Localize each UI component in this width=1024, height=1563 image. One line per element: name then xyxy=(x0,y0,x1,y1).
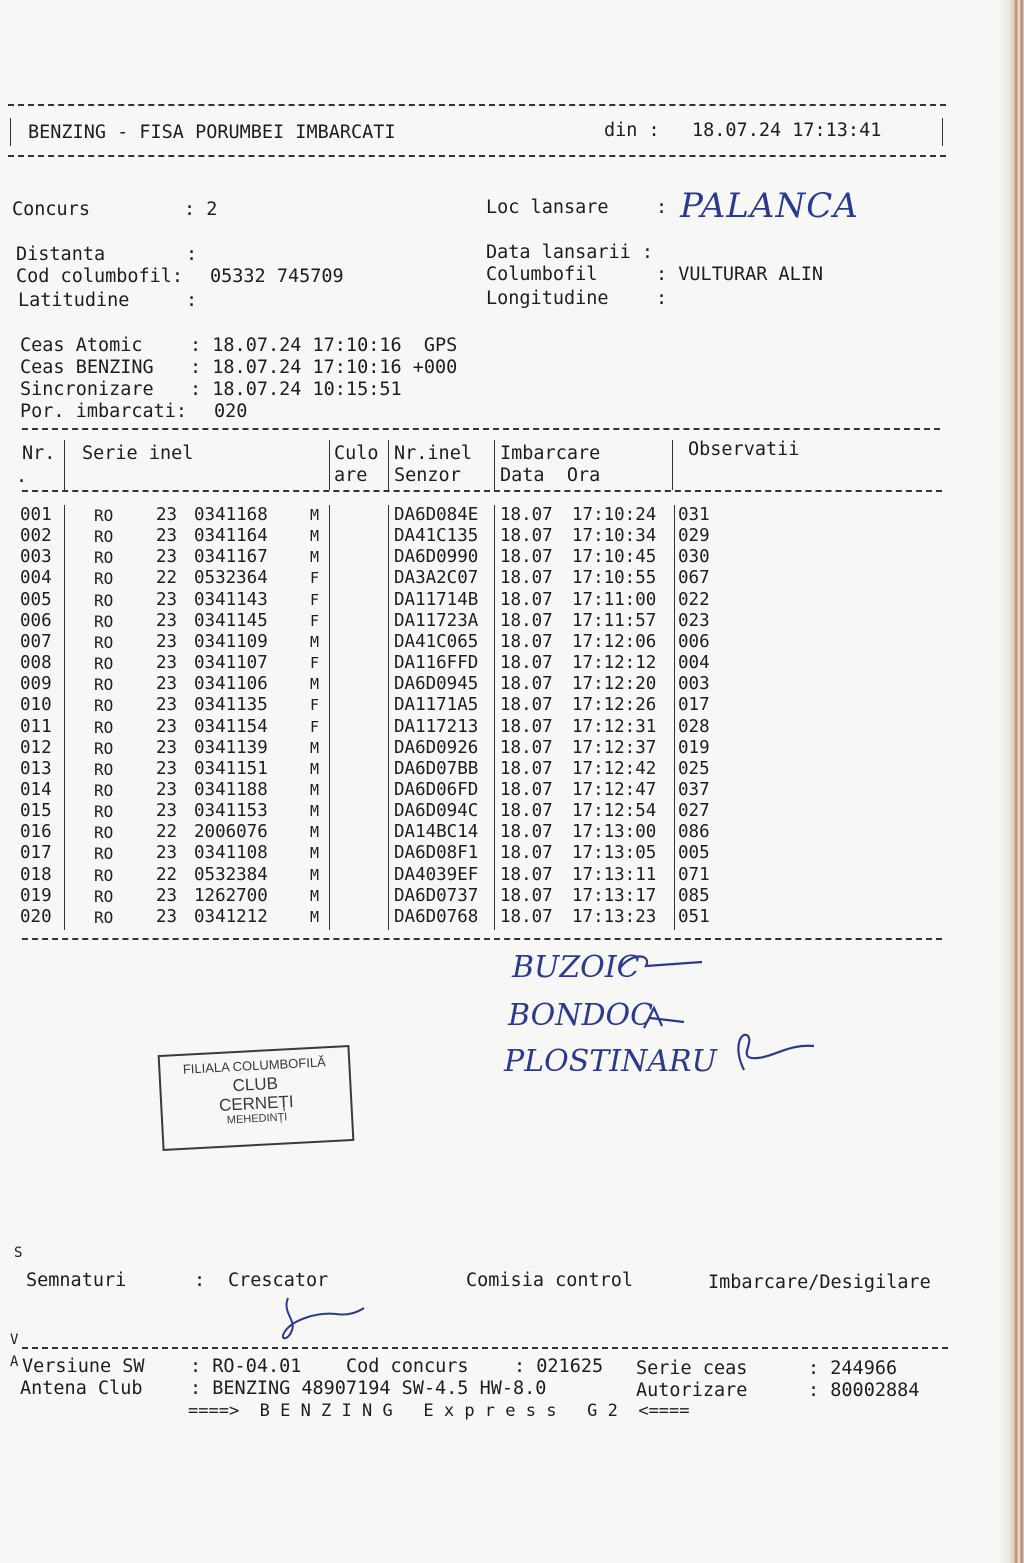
cell-sex: F xyxy=(310,696,320,715)
cell-sex: M xyxy=(310,886,320,905)
cell-country: RO xyxy=(94,802,114,822)
cell-observatii: 071 xyxy=(678,864,710,885)
crescator-signature xyxy=(276,1290,372,1346)
cell-nr: 005 xyxy=(20,589,52,610)
cell-country: RO xyxy=(94,823,114,843)
club-stamp xyxy=(158,1045,355,1151)
cell-ring: 0532364 xyxy=(194,568,268,589)
cell-year: 22 xyxy=(156,568,178,589)
cell-time: 17:11:00 xyxy=(572,589,657,610)
col-divider-4-header xyxy=(494,440,495,490)
columbofil-value: : VULTURAR ALIN xyxy=(656,264,824,285)
cell-nr: 006 xyxy=(20,610,52,631)
cell-nr: 011 xyxy=(20,716,52,737)
antena-club-label: Antena Club xyxy=(20,1378,143,1399)
cell-time: 17:12:31 xyxy=(572,716,657,737)
cell-sex: M xyxy=(310,675,320,694)
cell-observatii: 025 xyxy=(678,758,710,779)
cell-date: 18.07 xyxy=(500,610,553,631)
cell-date: 18.07 xyxy=(500,885,553,906)
cell-country: RO xyxy=(94,590,114,610)
cell-sex: M xyxy=(310,759,320,778)
cell-observatii: 019 xyxy=(678,737,710,758)
ceas-benzing-label: Ceas BENZING xyxy=(20,357,154,378)
cell-sex: F xyxy=(310,590,320,609)
cell-ring: 2006076 xyxy=(194,822,268,843)
latitudine-label: Latitudine xyxy=(18,290,130,311)
cell-sensor: DA3A2C07 xyxy=(394,568,479,589)
cell-sex: F xyxy=(310,569,320,588)
cell-date: 18.07 xyxy=(500,906,553,927)
ceas-atomic-label: Ceas Atomic xyxy=(20,335,143,356)
cell-sensor: DA6D084E xyxy=(394,505,479,525)
table-row xyxy=(20,759,740,780)
cell-observatii: 006 xyxy=(678,631,710,652)
stamp-line-2: CLUB xyxy=(232,1073,279,1096)
cell-date: 18.07 xyxy=(500,737,553,758)
latitudine-colon: : xyxy=(186,290,198,311)
cell-country: RO xyxy=(94,696,114,716)
cell-year: 23 xyxy=(156,843,178,864)
cell-sensor: DA6D08F1 xyxy=(394,843,479,864)
cell-observatii: 004 xyxy=(678,653,710,674)
cod-columbofil-label: Cod columbofil: xyxy=(16,266,184,287)
cell-observatii: 086 xyxy=(678,822,710,843)
cell-country: RO xyxy=(94,506,114,525)
handwritten-name-3: PLOSTINARU xyxy=(504,1044,717,1079)
cell-nr: 002 xyxy=(20,526,52,547)
header-bottom-border xyxy=(8,155,946,157)
cell-time: 17:12:42 xyxy=(572,758,657,779)
cell-year: 23 xyxy=(156,758,178,779)
stamp-line-1: FILIALA COLUMBOFILĂ xyxy=(182,1054,327,1077)
table-row xyxy=(20,547,740,568)
cell-time: 17:12:37 xyxy=(572,737,657,758)
cell-date: 18.07 xyxy=(500,568,553,589)
cell-country: RO xyxy=(94,548,114,568)
loc-lansare-handwritten: PALANCA xyxy=(680,186,859,226)
cell-nr: 016 xyxy=(20,822,52,843)
cell-date: 18.07 xyxy=(500,758,553,779)
cell-observatii: 029 xyxy=(678,526,710,547)
cell-year: 23 xyxy=(156,674,178,695)
cell-sex: F xyxy=(310,717,320,736)
header-right-border xyxy=(942,118,943,146)
cell-time: 17:12:54 xyxy=(572,801,657,822)
table-row xyxy=(20,865,740,886)
cell-year: 23 xyxy=(156,801,178,822)
cell-country: RO xyxy=(94,886,114,906)
cell-nr: 007 xyxy=(20,631,52,652)
cell-date: 18.07 xyxy=(500,631,553,652)
cell-date: 18.07 xyxy=(500,864,553,885)
cell-date: 18.07 xyxy=(500,547,553,568)
initials-mark-2 xyxy=(640,1004,700,1034)
table-row xyxy=(20,632,740,653)
cell-nr: 001 xyxy=(20,505,52,525)
cell-ring: 0341135 xyxy=(194,695,268,716)
cell-sex: F xyxy=(310,611,320,630)
cod-concurs-label: Cod concurs xyxy=(346,1356,469,1377)
cell-time: 17:12:26 xyxy=(572,695,657,716)
table-row xyxy=(20,886,740,907)
table-row xyxy=(20,526,740,547)
margin-mark-a: A xyxy=(10,1354,19,1370)
cell-ring: 0341212 xyxy=(194,906,268,927)
cell-time: 17:12:47 xyxy=(572,779,657,800)
cell-year: 23 xyxy=(156,906,178,927)
cell-ring: 0341168 xyxy=(194,505,268,525)
cell-year: 23 xyxy=(156,779,178,800)
col-header-nr-dot: . xyxy=(16,466,28,487)
cell-ring: 0341154 xyxy=(194,716,268,737)
loc-lansare-colon: : xyxy=(656,197,668,218)
cell-sex: M xyxy=(310,823,320,842)
cell-year: 23 xyxy=(156,695,178,716)
cell-ring: 0341108 xyxy=(194,843,268,864)
cell-observatii: 085 xyxy=(678,885,710,906)
cell-ring: 0341167 xyxy=(194,547,268,568)
antena-club-value: : BENZING 48907194 SW-4.5 HW-8.0 xyxy=(190,1378,547,1399)
cell-country: RO xyxy=(94,759,114,779)
cell-date: 18.07 xyxy=(500,653,553,674)
cell-observatii: 028 xyxy=(678,716,710,737)
cell-sensor: DA11723A xyxy=(394,610,479,631)
stamp-line-4: MEHEDINȚI xyxy=(226,1111,288,1127)
table-row xyxy=(20,568,740,589)
col-header-data-ora: Data Ora xyxy=(500,465,601,486)
ceas-benzing-value: : 18.07.24 17:10:16 +000 xyxy=(190,357,458,378)
cell-date: 18.07 xyxy=(500,822,553,843)
cell-nr: 015 xyxy=(20,801,52,822)
cell-time: 17:10:24 xyxy=(572,505,657,525)
cell-year: 22 xyxy=(156,822,178,843)
col-divider-3-header xyxy=(388,440,389,490)
cell-date: 18.07 xyxy=(500,779,553,800)
semnaturi-label: Semnaturi xyxy=(26,1270,127,1291)
cell-time: 17:13:00 xyxy=(572,822,657,843)
distanta-label: Distanta xyxy=(16,244,106,265)
col-header-serie-inel: Serie inel xyxy=(82,443,194,464)
cell-sensor: DA6D094C xyxy=(394,801,479,822)
cell-observatii: 003 xyxy=(678,674,710,695)
table-row xyxy=(20,801,740,822)
cell-time: 17:10:55 xyxy=(572,568,657,589)
cod-columbofil-value: 05332 745709 xyxy=(210,266,344,287)
stamp-line-3: CERNEȚI xyxy=(218,1092,295,1115)
cell-observatii: 067 xyxy=(678,568,710,589)
table-row xyxy=(20,590,740,611)
cell-sensor: DA116FFD xyxy=(394,653,479,674)
cell-country: RO xyxy=(94,844,114,864)
cell-sensor: DA41C135 xyxy=(394,526,479,547)
cell-sensor: DA117213 xyxy=(394,716,479,737)
serie-ceas-value: : 244966 xyxy=(808,1358,898,1379)
versiune-sw-label: Versiune SW xyxy=(22,1356,145,1377)
cell-country: RO xyxy=(94,569,114,589)
cell-year: 23 xyxy=(156,631,178,652)
cell-ring: 0341139 xyxy=(194,737,268,758)
imbarcare-desigilare-label: Imbarcare/Desigilare xyxy=(708,1272,931,1293)
columbofil-label: Columbofil xyxy=(486,264,598,285)
table-row xyxy=(20,822,740,843)
cell-sex: M xyxy=(310,738,320,757)
cell-sex: F xyxy=(310,654,320,673)
cell-sensor: DA41C065 xyxy=(394,631,479,652)
cell-country: RO xyxy=(94,907,114,927)
document-title: BENZING - FISA PORUMBEI IMBARCATI xyxy=(28,122,396,143)
cell-sensor: DA6D0990 xyxy=(394,547,479,568)
table-row xyxy=(20,717,740,738)
cell-date: 18.07 xyxy=(500,589,553,610)
autorizare-label: Autorizare xyxy=(636,1380,748,1401)
cell-country: RO xyxy=(94,632,114,652)
cell-sex: M xyxy=(310,865,320,884)
cell-year: 23 xyxy=(156,610,178,631)
cell-date: 18.07 xyxy=(500,505,553,525)
col-divider-2-header xyxy=(329,440,330,490)
cell-year: 23 xyxy=(156,653,178,674)
cell-time: 17:13:23 xyxy=(572,906,657,927)
header-left-border xyxy=(10,118,11,146)
initials-mark-3 xyxy=(728,1026,828,1074)
distanta-colon: : xyxy=(186,244,198,265)
cell-date: 18.07 xyxy=(500,843,553,864)
table-row xyxy=(20,611,740,632)
cell-year: 23 xyxy=(156,526,178,547)
cell-sensor: DA6D06FD xyxy=(394,779,479,800)
margin-mark-s: S xyxy=(14,1245,23,1261)
cell-ring: 0341188 xyxy=(194,779,268,800)
col-header-nr-inel: Nr.inel xyxy=(394,443,472,464)
cell-time: 17:13:05 xyxy=(572,843,657,864)
table-row xyxy=(20,653,740,674)
cell-year: 23 xyxy=(156,547,178,568)
cell-sensor: DA6D0926 xyxy=(394,737,479,758)
concurs-value: : 2 xyxy=(184,199,218,220)
cell-ring: 0341107 xyxy=(194,653,268,674)
longitudine-colon: : xyxy=(656,288,668,309)
cell-ring: 0341164 xyxy=(194,526,268,547)
handwritten-name-1: BUZOIC xyxy=(512,950,640,985)
cell-ring: 0341106 xyxy=(194,674,268,695)
cell-time: 17:12:20 xyxy=(572,674,657,695)
cell-time: 17:13:17 xyxy=(572,885,657,906)
crescator-label: Crescator xyxy=(228,1270,329,1291)
cell-nr: 018 xyxy=(20,864,52,885)
handwritten-name-2: BONDOC xyxy=(508,998,654,1033)
autorizare-value: : 80002884 xyxy=(808,1380,920,1401)
cell-sensor: DA4039EF xyxy=(394,864,479,885)
col-header-culoare-2: are xyxy=(334,465,368,486)
cell-year: 23 xyxy=(156,589,178,610)
semnaturi-colon: : xyxy=(194,1270,206,1291)
cell-sensor: DA6D07BB xyxy=(394,758,479,779)
cell-ring: 0341143 xyxy=(194,589,268,610)
cell-time: 17:10:45 xyxy=(572,547,657,568)
cell-country: RO xyxy=(94,865,114,885)
cell-nr: 020 xyxy=(20,906,52,927)
col-header-observatii: Observatii xyxy=(688,439,800,460)
initials-mark-1 xyxy=(612,950,712,980)
cell-date: 18.07 xyxy=(500,526,553,547)
cell-sex: M xyxy=(310,506,320,524)
cell-ring: 0341109 xyxy=(194,631,268,652)
table-bottom-border xyxy=(22,938,942,940)
cell-ring: 0532384 xyxy=(194,864,268,885)
data-lansarii-label: Data lansarii : xyxy=(486,242,654,263)
col-divider-1-header xyxy=(64,440,65,490)
cell-nr: 014 xyxy=(20,779,52,800)
cell-time: 17:10:34 xyxy=(572,526,657,547)
col-header-senzor: Senzor xyxy=(394,465,461,486)
cell-sex: M xyxy=(310,632,320,651)
table-row xyxy=(20,505,740,526)
concurs-label: Concurs xyxy=(12,199,90,220)
col-divider-5-header xyxy=(672,440,673,490)
cell-nr: 008 xyxy=(20,653,52,674)
cell-nr: 012 xyxy=(20,737,52,758)
cell-sensor: DA1171A5 xyxy=(394,695,479,716)
longitudine-label: Longitudine xyxy=(486,288,609,309)
col-header-culoare-1: Culo xyxy=(334,443,379,464)
cell-nr: 010 xyxy=(20,695,52,716)
cell-country: RO xyxy=(94,780,114,800)
cell-sex: M xyxy=(310,844,320,863)
cell-year: 23 xyxy=(156,885,178,906)
cell-time: 17:12:06 xyxy=(572,631,657,652)
table-row xyxy=(20,843,740,864)
table-row xyxy=(20,738,740,759)
table-top-border xyxy=(22,428,940,430)
cell-time: 17:13:11 xyxy=(572,864,657,885)
table-header-separator xyxy=(22,490,942,492)
cell-sex: M xyxy=(310,907,320,926)
footer-top-border xyxy=(22,1347,948,1349)
serie-ceas-label: Serie ceas xyxy=(636,1358,748,1379)
sincronizare-value: : 18.07.24 10:15:51 xyxy=(190,379,402,400)
cell-date: 18.07 xyxy=(500,674,553,695)
cell-year: 23 xyxy=(156,505,178,525)
cod-concurs-value: : 021625 xyxy=(514,1356,604,1377)
cell-observatii: 027 xyxy=(678,801,710,822)
cell-observatii: 051 xyxy=(678,906,710,927)
cell-sensor: DA14BC14 xyxy=(394,822,479,843)
cell-country: RO xyxy=(94,611,114,631)
cell-ring: 0341151 xyxy=(194,758,268,779)
cell-observatii: 030 xyxy=(678,547,710,568)
header-top-border xyxy=(8,104,946,106)
cell-ring: 0341145 xyxy=(194,610,268,631)
cell-country: RO xyxy=(94,738,114,758)
table-row xyxy=(20,907,740,928)
cell-observatii: 023 xyxy=(678,610,710,631)
cell-observatii: 031 xyxy=(678,505,710,525)
cell-country: RO xyxy=(94,717,114,737)
comisia-control-label: Comisia control xyxy=(466,1270,634,1291)
background-edge xyxy=(998,0,1024,1563)
versiune-sw-value: : RO-04.01 xyxy=(190,1356,302,1377)
margin-mark-v: V xyxy=(10,1332,19,1348)
cell-sex: M xyxy=(310,527,320,546)
sincronizare-label: Sincronizare xyxy=(20,379,154,400)
cell-date: 18.07 xyxy=(500,716,553,737)
cell-nr: 013 xyxy=(20,758,52,779)
cell-ring: 1262700 xyxy=(194,885,268,906)
por-imbarcati-label: Por. imbarcati: xyxy=(20,401,188,422)
table-row xyxy=(20,780,740,801)
cell-sex: M xyxy=(310,548,320,567)
cell-nr: 019 xyxy=(20,885,52,906)
loc-lansare-label: Loc lansare xyxy=(486,197,609,218)
cell-year: 23 xyxy=(156,716,178,737)
cell-time: 17:12:12 xyxy=(572,653,657,674)
cell-sensor: DA6D0945 xyxy=(394,674,479,695)
cell-sensor: DA6D0737 xyxy=(394,885,479,906)
benzing-brand-line: ====> B E N Z I N G E x p r e s s G 2 <==== xyxy=(188,1401,690,1421)
print-timestamp: 18.07.24 17:13:41 xyxy=(692,120,882,141)
cell-observatii: 017 xyxy=(678,695,710,716)
cell-observatii: 005 xyxy=(678,843,710,864)
cell-time: 17:11:57 xyxy=(572,610,657,631)
por-imbarcati-value: 020 xyxy=(214,401,248,422)
cell-year: 22 xyxy=(156,864,178,885)
table-row xyxy=(20,674,740,695)
cell-nr: 017 xyxy=(20,843,52,864)
cell-sex: M xyxy=(310,780,320,799)
cell-sex: M xyxy=(310,802,320,821)
cell-ring: 0341153 xyxy=(194,801,268,822)
cell-observatii: 022 xyxy=(678,589,710,610)
cell-sensor: DA11714B xyxy=(394,589,479,610)
col-header-imbarcare: Imbarcare xyxy=(500,443,601,464)
cell-date: 18.07 xyxy=(500,695,553,716)
ceas-atomic-value: : 18.07.24 17:10:16 GPS xyxy=(190,335,458,356)
cell-country: RO xyxy=(94,527,114,547)
cell-observatii: 037 xyxy=(678,779,710,800)
cell-nr: 003 xyxy=(20,547,52,568)
din-label: din : xyxy=(604,120,660,141)
table-row xyxy=(20,695,740,716)
cell-country: RO xyxy=(94,675,114,695)
cell-country: RO xyxy=(94,654,114,674)
cell-sensor: DA6D0768 xyxy=(394,906,479,927)
cell-date: 18.07 xyxy=(500,801,553,822)
cell-year: 23 xyxy=(156,737,178,758)
cell-nr: 009 xyxy=(20,674,52,695)
cell-nr: 004 xyxy=(20,568,52,589)
col-header-nr: Nr. xyxy=(22,443,56,464)
